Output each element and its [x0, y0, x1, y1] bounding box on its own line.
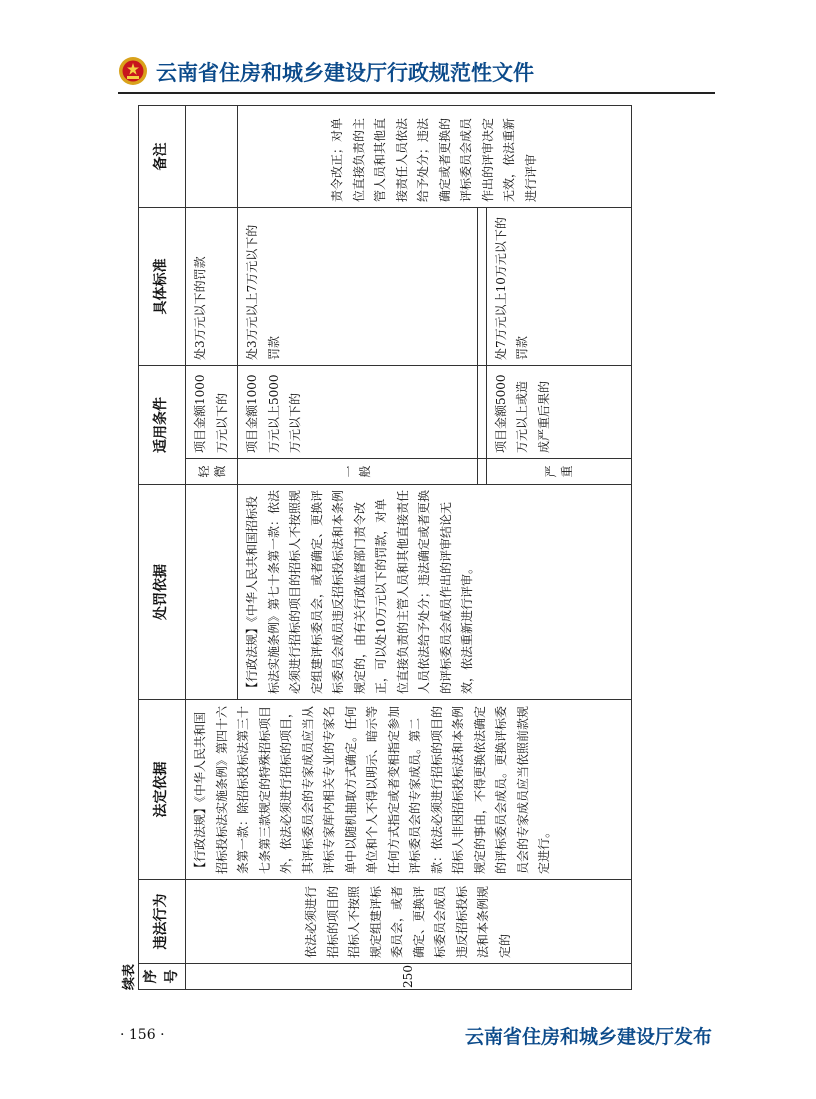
level-severe-cell: 严重	[486, 459, 631, 485]
penalty-table	[138, 105, 632, 990]
remarks-blank-cell	[186, 106, 238, 208]
penalty-blank-cell	[186, 485, 238, 700]
behavior-cell: 依法必须进行招标的项目的招标人不按照规定组建评标委员会，或者确定、更换评标委员会成员违反招标投标法和本条例规定的	[186, 880, 632, 964]
national-emblem-icon	[118, 56, 148, 86]
level-gap-cell	[477, 459, 486, 485]
level-minor-cell: 轻微	[186, 459, 238, 485]
table-row	[186, 106, 238, 990]
document-header	[118, 56, 718, 100]
standard-gap-cell	[477, 208, 486, 366]
condition-minor-cell: 项目金额1000万元以下的	[186, 366, 238, 459]
rotated-table-region	[118, 106, 632, 990]
header-title: 云南省住房和城乡建设厅行政规范性文件	[156, 61, 534, 85]
condition-severe-cell: 项目金额5000万元以上或造成严重后果的	[486, 366, 631, 459]
penalty-basis-cell: 【行政法规】《中华人民共和国招标投标法实施条例》第七十条第一款：依法必须进行招标的项目的招标人不按照规定组建评标委员会，或者确定、更换评标委员会成员违反招标投标法和本条例规定的，由有关行政监督部门责令改正，可以处10万元以下的罚款，对单位直接负责的主管人员和其他直接责任人员依法给予处分；违法确定或者更换的评标委员会成员作出的评审结论无效，依法重新进行评审。	[238, 485, 632, 700]
standard-general-cell: 处3万元以上7万元以下的罚款	[238, 208, 478, 366]
col-condition: 适用条件	[139, 366, 186, 485]
col-standard: 具体标准	[139, 208, 186, 366]
header-rule	[118, 92, 715, 94]
remarks-cell: 责令改正；对单位直接负责的主管人员和其他直接责任人员依法给予处分；违法确定或者更换的评标委员会成员作出的评审决定无效，依法重新进行评审	[238, 106, 632, 208]
standard-severe-cell: 处7万元以上10万元以下的罚款	[486, 208, 631, 366]
continued-label: 续表	[122, 963, 137, 990]
footer-publisher: 云南省住房和城乡建设厅发布	[465, 1026, 713, 1048]
col-seq: 序号	[139, 964, 186, 990]
seq-cell: 250	[186, 964, 632, 990]
table-header-row	[139, 106, 186, 990]
condition-general-cell: 项目金额1000万元以上5000万元以下的	[238, 366, 478, 459]
col-legal-basis: 法定依据	[139, 700, 186, 880]
col-penalty-basis: 处罚依据	[139, 485, 186, 700]
page-number: · 156 ·	[120, 1027, 165, 1043]
legal-basis-cell: 【行政法规】《中华人民共和国招标投标法实施条例》第四十六条第一款：除招标投标法第三十七条第三款规定的特殊招标项目外，依法必须进行招标的项目，其评标委员会的专家成员应当从评标专家库内相关专业的专家名单中以随机抽取方式确定。任何单位和个人不得以明示、暗示等任何方式指定或者变相指定参加评标委员会的专家成员。第二款：依法必须进行招标的项目的招标人非因招标投标法和本条例规定的事由，不得更换依法确定的评标委员会成员。更换评标委员会的专家成员应当依照前款规定进行。	[186, 700, 632, 880]
standard-minor-cell: 处3万元以下的罚款	[186, 208, 238, 366]
level-general-cell: 一般	[238, 459, 478, 485]
col-remarks: 备注	[139, 106, 186, 208]
condition-gap-cell	[477, 366, 486, 459]
col-behavior: 违法行为	[139, 880, 186, 964]
